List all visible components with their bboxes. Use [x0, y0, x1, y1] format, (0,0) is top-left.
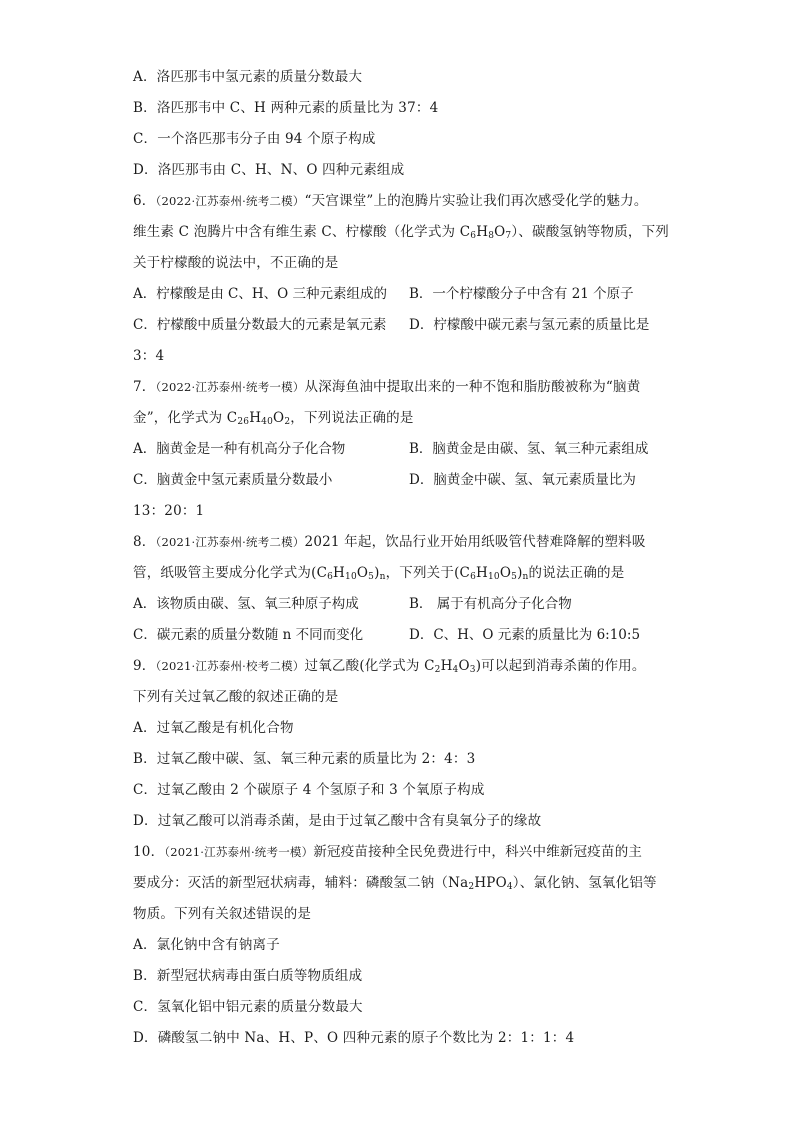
q6-number: 6．: [133, 193, 156, 209]
q8-option-d: D．C、H、O 元素的质量比为 6:10:5: [409, 627, 641, 643]
q7-number: 7．: [133, 379, 156, 395]
q8-formula-sub-n: n: [522, 572, 529, 582]
q7-option-c: C．脑黄金中氢元素质量分数最小: [133, 472, 333, 488]
q7-option-d-cont: 13：20：1: [133, 503, 205, 519]
q9-stem-text1a: 过氧乙酸(化学式为 C: [304, 658, 435, 674]
q6-source: （2022·江苏泰州·统考二模）: [155, 194, 305, 208]
q10-formula-hpo: HPO: [474, 875, 507, 891]
q10-stem-line1: [133, 837, 673, 868]
q9-formula-o: O: [458, 658, 470, 674]
q5-option-c: C．一个洛匹那韦分子由 94 个原子构成: [133, 131, 376, 147]
q6-formula-h: H: [476, 224, 489, 240]
q7-formula-sub: 26: [237, 417, 250, 427]
q6-option-a: A．柠檬酸是由 C、H、O 三种元素组成的: [133, 286, 388, 302]
q8-stem-text2b: ，下列关于(C: [385, 565, 471, 581]
q8-formula-sub: 5: [368, 572, 375, 582]
q8-formula-sub: 5: [511, 572, 518, 582]
q5-option-a: A．洛匹那韦中氢元素的质量分数最大: [133, 69, 363, 85]
q9-stem-text1b: )可以起到消毒杀菌的作用。: [475, 658, 646, 674]
q7-option-b: B．脑黄金是由碳、氢、氧三种元素组成: [409, 441, 649, 457]
q9-option-c: C．过氧乙酸由 2 个碳原子 4 个氢原子和 3 个氧原子构成: [133, 782, 485, 798]
q9-option-a: A．过氧乙酸是有机化合物: [133, 720, 294, 736]
q7-stem-line1: [133, 372, 673, 403]
q8-stem-text1: 2021 年起，饮品行业开始用纸吸管代替难降解的塑料吸: [304, 534, 646, 550]
q8-formula-o: O: [499, 565, 512, 581]
q5-option-d: D．洛匹那韦由 C、H、N、O 四种元素组成: [133, 162, 405, 178]
q6-formula-sub: 8: [488, 231, 495, 241]
q9-number: 9．: [133, 658, 156, 674]
question-content: [133, 62, 673, 1054]
q8-option-b: B． 属于有机高分子化合物: [409, 596, 572, 612]
q8-formula-sub: 6: [470, 572, 477, 582]
q8-source: （2021·江苏泰州·统考二模）: [155, 535, 305, 549]
q8-number: 8．: [133, 534, 156, 550]
q6-option-d: D．柠檬酸中碳元素与氢元素的质量比是: [409, 317, 650, 333]
q8-formula-sub: 6: [327, 572, 334, 582]
q7-source: （2022·江苏泰州·统考一模）: [155, 380, 305, 394]
q8-stem-line2: 管，纸吸管主要成分化学式为$(C_6H_{10}O_5)_n$，下列关于$(C_6H_{10}O_5)_n$的说法正确的是: [133, 565, 625, 582]
q7-options-row1: [133, 434, 673, 465]
q10-stem-line2: [133, 868, 673, 899]
q6-option-b: B．一个柠檬酸分子中含有 21 个原子: [409, 286, 634, 302]
q7-formula-h: H: [249, 410, 262, 426]
q6-options-row1: [133, 279, 673, 310]
q9-formula-sub: 2: [434, 665, 441, 675]
q7-stem-text2a: 金”，化学式为 C: [133, 410, 238, 426]
q10-stem-line3: 物质。下列有关叙述错误的是: [133, 906, 312, 922]
q7-formula-o: O: [273, 410, 285, 426]
q7-options-row2: [133, 465, 673, 496]
q10-stem-text1: 新冠疫苗接种全民免费进行中，科兴中维新冠疫苗的主: [313, 844, 643, 860]
q9-formula-sub: 4: [452, 665, 459, 675]
q9-option-b: B．过氧乙酸中碳、氢、氧三种元素的质量比为 2：4：3: [133, 751, 476, 767]
q8-formula-o: O: [356, 565, 369, 581]
q10-formula-sub: 2: [468, 882, 475, 892]
q10-option-c: C．氢氧化铝中铝元素的质量分数最大: [133, 999, 363, 1015]
q9-formula-sub: 3: [469, 665, 476, 675]
q8-options-row1: [133, 589, 673, 620]
q7-stem-text2b: ，下列说法正确的是: [290, 410, 414, 426]
q10-stem-text2b: ）、氯化钠、氢氧化铝等: [512, 875, 657, 891]
q8-option-a: A．该物质由碳、氢、氧三种原子构成: [133, 596, 359, 612]
q8-options-row2: [133, 620, 673, 651]
q8-formula-h: H: [476, 565, 488, 581]
q10-formula-sub: 4: [506, 882, 513, 892]
q6-formula-o: O: [494, 224, 506, 240]
q6-stem-line1: [133, 186, 673, 217]
q8-stem-text2c: 的说法正确的是: [528, 565, 625, 581]
q10-option-a: A．氯化钠中含有钠离子: [133, 937, 280, 953]
q7-formula-sub: 40: [261, 417, 274, 427]
q8-formula-sub: 10: [488, 572, 500, 582]
q8-option-c: C．碳元素的质量分数随 n 不同而变化: [133, 627, 364, 643]
q10-source: （2021·江苏泰州·统考一模）: [164, 845, 314, 859]
q6-option-d-cont: 3：4: [133, 348, 165, 364]
q5-option-b: B．洛匹那韦中 C、H 两种元素的质量比为 37：4: [133, 100, 439, 116]
q6-option-c: C．柠檬酸中质量分数最大的元素是氧元素: [133, 317, 387, 333]
q8-formula-h: H: [333, 565, 346, 581]
q7-option-a: A．脑黄金是一种有机高分子化合物: [133, 441, 346, 457]
q9-source: （2021·江苏泰州·校考二模）: [155, 659, 305, 673]
q9-formula-h: H: [440, 658, 453, 674]
q9-option-d: D．过氧乙酸可以消毒杀菌，是由于过氧乙酸中含有臭氧分子的缘故: [133, 813, 542, 829]
q7-option-d: D．脑黄金中碳、氢、氧元素质量比为: [409, 472, 636, 488]
q7-stem-text1: 从深海鱼油中提取出来的一种不饱和脂肪酸被称为“脑黄: [304, 379, 641, 395]
q6-stem-line2: [133, 217, 673, 248]
q10-option-d: D．磷酸氢二钠中 Na、H、P、O 四种元素的原子个数比为 2：1：1：4: [133, 1030, 575, 1046]
q8-stem-text2a: 管，纸吸管主要成分化学式为(C: [133, 565, 328, 581]
q6-stem-text2a: 维生素 C 泡腾片中含有维生素 C、柠檬酸（化学式为 C: [133, 224, 471, 240]
q6-stem-line3: 关于柠檬酸的说法中，不正确的是: [133, 255, 339, 271]
q7-stem-line2: [133, 403, 673, 434]
q8-stem-line1: [133, 527, 673, 558]
q10-number: 10．: [133, 844, 165, 860]
q6-stem-text1: “天宫课堂”上的泡腾片实验让我们再次感受化学的魅力。: [304, 193, 648, 209]
q9-stem-line1: [133, 651, 673, 682]
q6-formula-sub: 7: [505, 231, 512, 241]
q9-stem-line2: 下列有关过氧乙酸的叙述正确的是: [133, 689, 339, 705]
q10-stem-text2a: 要成分：灭活的新型冠状病毒，辅料：磷酸氢二钠（Na: [133, 875, 469, 891]
q8-formula-sub: 10: [345, 572, 357, 582]
q6-options-row2: [133, 310, 673, 341]
q6-formula-sub: 6: [470, 231, 477, 241]
q7-formula-sub: 2: [284, 417, 291, 427]
q6-stem-text2b: ）、碳酸氢钠等物质，下列: [511, 224, 669, 240]
q10-option-b: B．新型冠状病毒由蛋白质等物质组成: [133, 968, 363, 984]
q8-formula-sub-n: n: [379, 572, 386, 582]
